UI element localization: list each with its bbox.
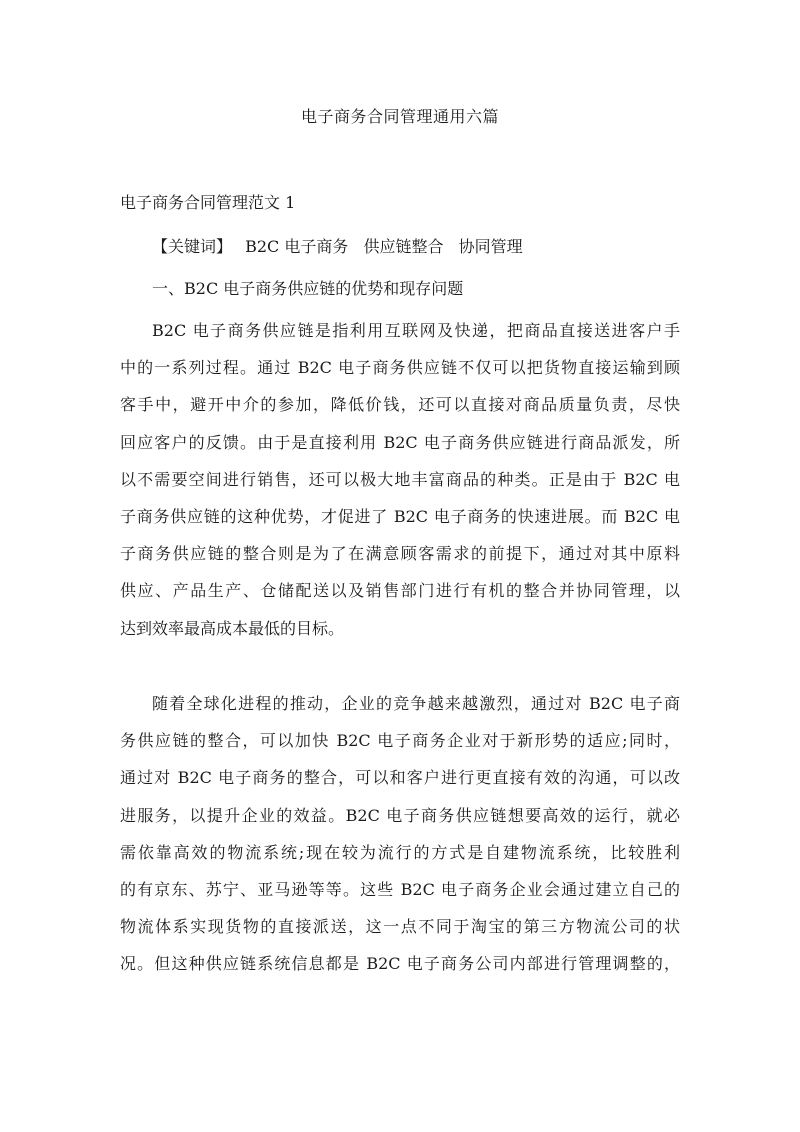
paragraph-line: 回应客户的反馈。由于是直接利用 B2C 电子商务供应链进行商品派发，所	[120, 432, 680, 452]
paragraph-line: 以不需要空间进行销售，还可以极大地丰富商品的种类。正是由于 B2C 电	[120, 469, 680, 489]
heading-one: 一、B2C 电子商务供应链的优势和现存问题	[152, 279, 464, 298]
paragraph-line: 务供应链的整合，可以加快 B2C 电子商务企业对于新形势的适应;同时，	[120, 731, 680, 751]
keyword-item: 供应链整合	[363, 237, 444, 256]
paragraph-line: 况。但这种供应链系统信息都是 B2C 电子商务公司内部进行管理调整的，	[120, 954, 680, 974]
document-title: 电子商务合同管理通用六篇	[300, 107, 499, 126]
paragraph-line: 中的一系列过程。通过 B2C 电子商务供应链不仅可以把货物直接运输到顾	[120, 358, 680, 378]
keywords-tag: 【关键词】	[152, 237, 233, 256]
paragraph-2	[120, 685, 680, 983]
paragraph-line: 物流体系实现货物的直接派送，这一点不同于淘宝的第三方物流公司的状	[120, 917, 680, 937]
paragraph-line: 客手中，避开中介的参加，降低价钱，还可以直接对商品质量负责，尽快	[120, 395, 680, 415]
paragraph-line: 子商务供应链的这种优势，才促进了 B2C 电子商务的快速进展。而 B2C 电	[120, 506, 680, 526]
paragraph-line: 的有京东、苏宁、亚马逊等等。这些 B2C 电子商务企业会通过建立自己的	[120, 879, 680, 899]
keyword-item: B2C 电子商务	[245, 237, 349, 256]
paragraph-line: 达到效率最高成本最低的目标。	[120, 618, 345, 638]
paragraph-line: 进服务，以提升企业的效益。B2C 电子商务供应链想要高效的运行，就必	[120, 805, 680, 825]
paragraph-line: 通过对 B2C 电子商务的整合，可以和客户进行更直接有效的沟通，可以改	[120, 768, 680, 788]
paragraph-line: 供应、产品生产、仓储配送以及销售部门进行有机的整合并协同管理，以	[120, 581, 680, 601]
paragraph-line: 随着全球化进程的推动，企业的竞争越来越激烈，通过对 B2C 电子商	[152, 694, 680, 713]
paragraph-line: 子商务供应链的整合则是为了在满意顾客需求的前提下，通过对其中原料	[120, 544, 680, 564]
keywords-line	[152, 234, 533, 257]
paragraph-line: B2C 电子商务供应链是指利用互联网及快递，把商品直接送进客户手	[152, 321, 680, 340]
paragraph-line: 需依靠高效的物流系统;现在较为流行的方式是自建物流系统，比较胜利	[120, 842, 680, 862]
paragraph-1	[120, 312, 680, 647]
section-title: 电子商务合同管理范文 1	[120, 193, 296, 212]
keyword-item: 协同管理	[458, 237, 523, 256]
